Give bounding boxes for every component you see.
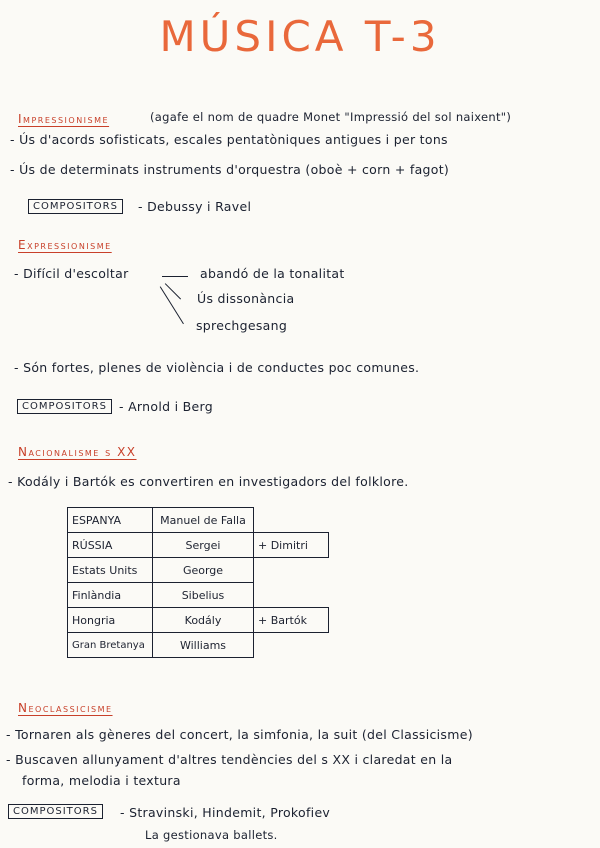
table-cell-extra: + Dimitri: [254, 533, 329, 558]
impressionisme-compositors: - Debussy i Ravel: [138, 199, 252, 214]
table-row: [68, 533, 329, 558]
table-cell-composer: Sergei: [153, 533, 254, 558]
impressionisme-bullet-2: - Ús de determinats instruments d'orquestra (oboè + corn + fagot): [10, 162, 450, 177]
page-title: MÚSICA T-3: [159, 12, 441, 61]
table-row: [68, 508, 329, 533]
table-cell-composer: Kodály: [153, 608, 254, 633]
table-row: [68, 558, 329, 583]
compositors-label-neoclassicisme: COMPOSITORS: [8, 804, 103, 819]
expressionisme-branch-1: abandó de la tonalitat: [200, 266, 345, 281]
composers-table: [67, 507, 329, 658]
neoclassicisme-compositors: - Stravinski, Hindemit, Prokofiev: [120, 805, 331, 820]
table-row: [68, 583, 329, 608]
table-cell-country: Gran Bretanya: [68, 633, 153, 658]
branch-line-1: [162, 276, 188, 277]
expressionisme-branch-2: Ús dissonància: [197, 291, 295, 306]
table-cell-country: Estats Units: [68, 558, 153, 583]
compositors-label-impressionisme: COMPOSITORS: [28, 199, 123, 214]
table-cell-composer: George: [153, 558, 254, 583]
expressionisme-compositors: - Arnold i Berg: [119, 399, 213, 414]
impressionisme-bullet-1: - Ús d'acords sofisticats, escales pentatòniques antigues i per tons: [10, 132, 448, 147]
table-cell-extra: [254, 633, 329, 658]
table-cell-composer: Williams: [153, 633, 254, 658]
table-cell-country: ESPANYA: [68, 508, 153, 533]
table-cell-composer: Manuel de Falla: [153, 508, 254, 533]
expressionisme-branch-3: sprechgesang: [196, 318, 288, 333]
section-heading-impressionisme: Impressionisme: [18, 112, 110, 126]
neoclassicisme-bullet-2: - Buscaven allunyament d'altres tendències del s XX i claredat en la: [6, 752, 453, 767]
table-cell-composer: Sibelius: [153, 583, 254, 608]
compositors-label-expressionisme: COMPOSITORS: [17, 399, 112, 414]
table-row: [68, 633, 329, 658]
table-cell-country: RÚSSIA: [68, 533, 153, 558]
nacionalisme-bullet-1: - Kodály i Bartók es convertiren en investigadors del folklore.: [8, 474, 409, 489]
table-cell-extra: [254, 558, 329, 583]
table-cell-extra: + Bartók: [254, 608, 329, 633]
neoclassicisme-bullet-1: - Tornaren als gèneres del concert, la simfonia, la suit (del Classicisme): [6, 727, 473, 742]
section-heading-neoclassicisme: Neoclassicisme: [18, 701, 113, 715]
table-row: [68, 608, 329, 633]
neoclassicisme-note: La gestionava ballets.: [145, 828, 278, 842]
table-cell-country: Finlàndia: [68, 583, 153, 608]
table-cell-extra: [254, 508, 329, 533]
section-heading-nacionalisme: Nacionalisme s XX: [18, 445, 137, 459]
impressionisme-note: (agafe el nom de quadre Monet "Impressió del sol naixent"): [150, 110, 512, 124]
table-cell-country: Hongria: [68, 608, 153, 633]
table-cell-extra: [254, 583, 329, 608]
section-heading-expressionisme: Expressionisme: [18, 238, 112, 252]
neoclassicisme-bullet-2-cont: forma, melodia i textura: [22, 773, 181, 788]
expressionisme-bullet-1: - Difícil d'escoltar: [14, 266, 129, 281]
expressionisme-bullet-2: - Són fortes, plenes de violència i de conductes poc comunes.: [14, 360, 420, 375]
